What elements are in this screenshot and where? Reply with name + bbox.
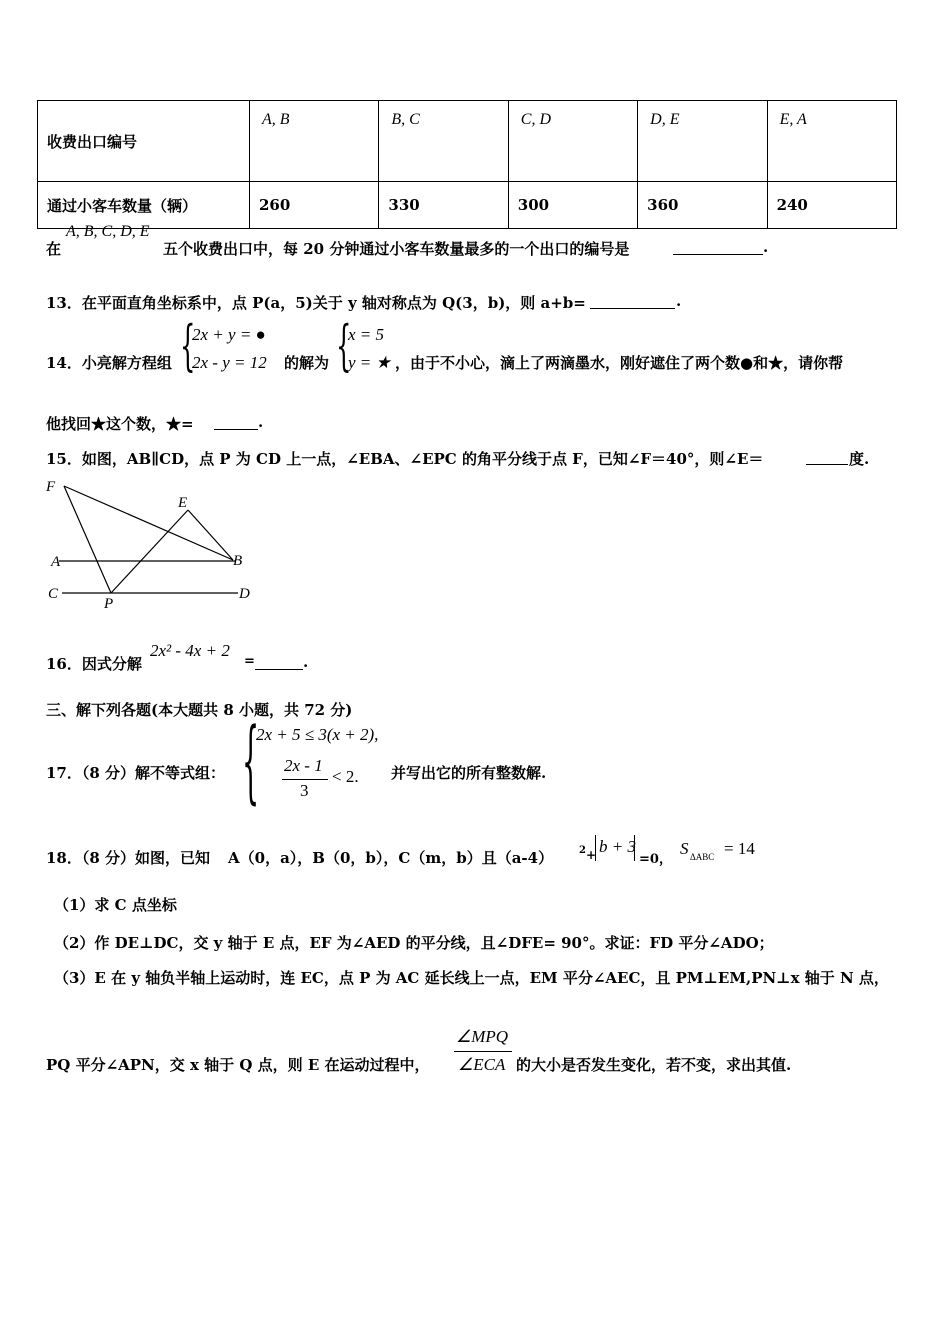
q12-end: . (763, 238, 769, 256)
q16-end: . (303, 653, 309, 671)
table-cell: E, A (767, 101, 896, 182)
table-cell: B, C (379, 101, 508, 182)
answer-blank[interactable] (214, 413, 258, 430)
q14-line2: 他找回★这个数，★= (46, 415, 194, 433)
q12-text: 五个收费出口中，每 20 分钟通过小客车数量最多的一个出口的编号是 (163, 240, 630, 258)
q18-part-2: （2）作 DE⊥DC，交 y 轴于 E 点，EF 为∠AED 的平分线，且∠DFE= 90°。求证：FD 平分∠ADO； (54, 934, 774, 952)
q14-suffix: ，由于不小心，滴上了两滴墨水，刚好遮住了两个数●和★，请你帮 (395, 354, 844, 372)
abs-bar-left (595, 835, 596, 861)
q14-end: . (258, 413, 264, 431)
table-row (38, 182, 897, 229)
q18-zero: =0， (639, 852, 672, 867)
q18-plus: + (586, 848, 597, 862)
q18-line1-b: A（0，a），B（0，b），C（m，b）且（a-4） (228, 849, 554, 867)
q18-part-3: （3）E 在 y 轴负半轴上运动时，连 EC，点 P 为 AC 延长线上一点，EM 平分∠AEC，且 PM⊥EM,PN⊥x 轴于 N 点， (54, 969, 889, 987)
left-brace: { (180, 314, 196, 377)
q12-letters: A, B, C, D, E (66, 223, 150, 240)
q17-prefix: 17．（8 分）解不等式组： (46, 764, 226, 782)
fraction-bar (282, 779, 328, 780)
q18-abs: b + 3 (599, 837, 636, 856)
q14-eq1: 2x + y = ● (192, 325, 266, 344)
answer-blank[interactable] (255, 653, 303, 670)
q15-text: 15．如图，AB∥CD，点 P 为 CD 上一点，∠EBA、∠EPC 的角平分线于点 F，已知∠F＝40°，则∠E＝ (46, 450, 764, 468)
q18-part-1: （1）求 C 点坐标 (54, 896, 177, 914)
exit-data-table (37, 100, 897, 229)
q13-end: . (676, 292, 682, 310)
section-title: 三、解下列各题(本大题共 8 小题，共 72 分) (46, 701, 353, 719)
q16-expr: 2x² - 4x + 2 (150, 641, 230, 660)
q14-mid: 的解为 (284, 354, 330, 372)
q13-text: 13．在平面直角坐标系中，点 P(a，5)关于 y 轴对称点为 Q(3，b)，则 a+b= (46, 294, 586, 312)
point-label-a: A (51, 554, 61, 570)
q18-part-3-end: 的大小是否发生变化，若不变，求出其值. (516, 1056, 792, 1074)
point-label-p: P (104, 596, 114, 612)
table-cell: 260 (250, 182, 379, 229)
table-cell: 300 (508, 182, 637, 229)
point-label-b: B (233, 553, 243, 569)
segment-fp (64, 486, 111, 593)
table-cell: D, E (638, 101, 767, 182)
q18-area-sub: ΔABC (690, 852, 715, 862)
q16-eq: = (244, 654, 255, 669)
row-header: 收费出口编号 (38, 101, 250, 182)
answer-blank[interactable] (590, 292, 675, 309)
segment-fb (64, 486, 233, 560)
table-row (38, 101, 897, 182)
segment-eb (188, 510, 233, 560)
table-cell: 360 (638, 182, 767, 229)
segment-pe (111, 510, 188, 593)
q17-frac-den: 3 (300, 781, 309, 800)
geometry-figure (40, 474, 270, 614)
abs-bar-right (634, 835, 635, 861)
q17-ineq2-tail: < 2. (332, 767, 359, 786)
table-cell: 330 (379, 182, 508, 229)
q14-prefix: 14．小亮解方程组 (46, 354, 172, 372)
q14-sol1: x = 5 (348, 325, 385, 344)
point-label-e: E (178, 495, 188, 511)
answer-blank[interactable] (673, 238, 763, 255)
q18-square: 2 (579, 845, 586, 856)
q18-frac-num: ∠MPQ (456, 1027, 509, 1046)
q17-suffix: 并写出它的所有整数解. (391, 764, 547, 782)
q18-line1-a: 18．（8 分）如图，已知 (46, 849, 211, 867)
q17-ineq1: 2x + 5 ≤ 3(x + 2), (256, 725, 379, 744)
q14-sol2: y = ★ (348, 353, 391, 372)
answer-blank[interactable] (806, 448, 848, 465)
left-brace: { (242, 709, 260, 814)
q12-prefix: 在 (46, 240, 62, 258)
row-header: 通过小客车数量（辆） (38, 182, 250, 229)
left-brace: { (336, 314, 352, 377)
q14-eq2: 2x - y = 12 (192, 353, 267, 372)
point-label-c: C (48, 586, 59, 602)
q15-end: 度. (849, 450, 870, 468)
q18-frac-den: ∠ECA (458, 1055, 506, 1074)
point-label-d: D (239, 586, 250, 602)
point-label-f: F (46, 479, 56, 495)
table-cell: C, D (508, 101, 637, 182)
q18-part-3-line2: PQ 平分∠APN，交 x 轴于 Q 点，则 E 在运动过程中， (46, 1056, 430, 1074)
fraction-bar (454, 1051, 512, 1052)
q18-area-val: = 14 (724, 839, 755, 858)
table-cell: A, B (250, 101, 379, 182)
q17-frac-num: 2x - 1 (284, 756, 323, 775)
q16-prefix: 16．因式分解 (46, 655, 142, 673)
table-cell: 240 (767, 182, 896, 229)
q18-area-s: S (680, 839, 689, 858)
